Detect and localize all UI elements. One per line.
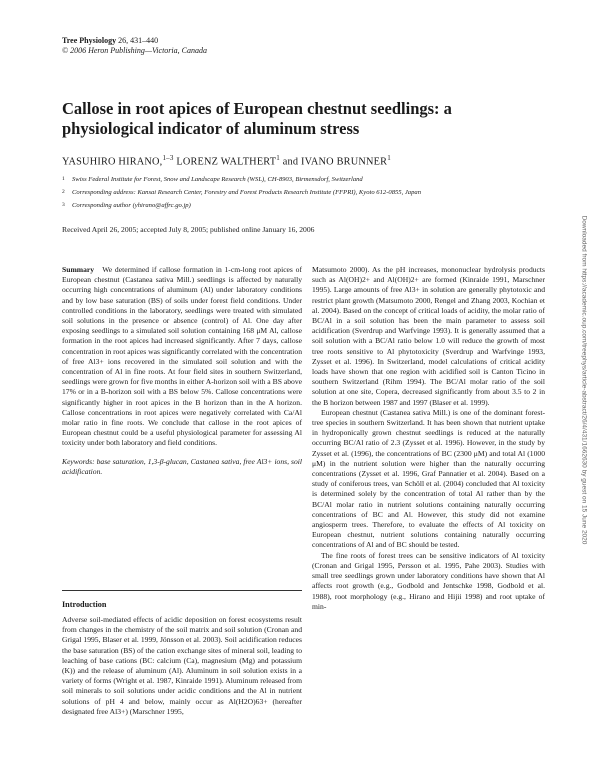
- affiliation-text: Swiss Federal Institute for Forest, Snow and Landscape Research (WSL), CH-8903, Birmensdorf, Switzerland: [72, 176, 363, 183]
- download-watermark: Downloaded from https://academic.oup.com/treephys/article-abstract/26/4/431/1662630 by guest on 15 June 2020: [580, 215, 588, 545]
- journal-header: [62, 36, 207, 56]
- right-paragraph-2: European chestnut (Castanea sativa Mill.) is one of the dominant forest-tree species in southern Switzerland. It has been shown that nutrient uptake in hydroponically grown chestnut seedlings is reduced at the naturally occurring BC/Al ratio of 2.3 (Zysset et al. 1996). However, in the study by Zysset et al. (1996), the concentrations of BC (2300 μM) and total Al (1000 μM) in the nutrient solution were higher than the naturally occurring concentrations (Zysset et al. 1996, Graf Pannatier et al. 2004). Based on a study of coniferous trees, van Schöll et al. (2004) concluded that Al toxicity is determined solely by the concentration of total Al rather than by the BC/Al molar ratio in nutrient solutions containing naturally occurring concentrations of BC and Al. However, this study did not examine angiosperm trees. Therefore, to evaluate the effects of Al toxicity on European chestnut, nutrient solutions containing naturally occurring concentrations of Al and of BC should be tested.: [312, 407, 545, 550]
- article-title: Callose in root apices of European chestnut seedlings: a physiological indicator of aluminum stress: [62, 99, 452, 138]
- introduction-block: [62, 615, 302, 717]
- summary-text: We determined if callose formation in 1-cm-long root apices of European chestnut (Castanea sativa Mill.) seedlings is affected by naturally occurring high concentrations of aluminum (Al) under laboratory conditions and by low base saturation (BS) of soils under forest field conditions. Under controlled conditions in the laboratory, seedlings were treated with simulated soil solutions in the presence or absence (control) of Al. One day after exposing seedlings to a simulated soil solution containing 168 μM Al, callose formation in the root apices had increased significantly. After 7 days, callose concentration in root apices was significantly correlated with the concentration of free Al3+ ions recovered in the simulated soil solution and with the concentration of Al in fine roots. At four field sites in southern Switzerland, seedlings were grown for five months in either A-horizon soil with a BS above 17% or in a B-horizon soil with a BS below 5%. Callose concentrations were significantly higher in root apices in the B horizon than in the A horizon. Callose concentrations in root apices were negatively correlated with Ca/Al molar ratio in fine roots. We conclude that callose in the root apices of European chestnut could be a useful physiological parameter for assessing Al toxicity under both laboratory and field conditions.: [62, 265, 302, 448]
- copyright-line: © 2006 Heron Publishing—Victoria, Canada: [62, 46, 207, 55]
- introduction-heading: Introduction: [62, 600, 107, 609]
- right-paragraph-1: Matsumoto 2000). As the pH increases, mononuclear hydrolysis products such as Al(OH)2+ and Al(OH)2+ are formed (Kinraide 1991, Marschner 1995). Large amounts of free Al3+ in solution are generally phytotoxic and restrict plant growth (Matsumoto 2000, Rengel and Zhang 2003, Kochian et al. 2004). Based on the concept of critical loads of acidity, the molar ratio of BC/Al in a soil solution has been the main parameter to assess soil acidification (Sverdrup and Warfvinge 1993). It is generally assumed that a soil solution with a BC/Al ratio below 1.0 will reduce the growth of most tree roots sensitive to Al phytotoxicity (Sverdrup and Warfvinge 1993, Zysset et al. 1996). In Switzerland, model calculations of critical acidity loads have shown that one region with acidified soil is Canton Ticino in southern Switzerland (Rihm 1994). The BC/Al molar ratio of the soil solution at one site, Copera, decreased significantly from about 3.5 to 2 in the B horizon between 1987 and 1997 (Blaser et al. 1999).: [312, 265, 545, 407]
- author-walthert-affil: 1: [276, 154, 280, 162]
- affiliation-item: [62, 189, 532, 197]
- introduction-text: Adverse soil-mediated effects of acidic deposition on forest ecosystems result from changes in the chemistry of the soil matrix and soil solution (Cronan and Grigal 1995, Blaser et al. 1999, Jönsson et al. 2003). Soil acidification reduces the base saturation (BS) of the cation exchange sites of mineral soil, leading to leaching of base cations (BC: calcium (Ca), magnesium (Mg) and potassium (K)) and the release of aluminum (Al). Aluminum in soil solution exists in a variety of forms (Wright et al. 1987, Kinraide 1991). Aluminum released from soil minerals to soil solutions under acidic conditions and the Al in nutrient solutions of pH 4 and below, mainly occur as Al(H2O)63+ (hereafter designated free Al3+) (Marschner 1995,: [62, 615, 302, 716]
- affiliation-text: Corresponding author (yhirano@affrc.go.jp): [72, 202, 191, 209]
- affiliation-text: Corresponding address: Kansai Research Center, Forestry and Forest Products Research Institute (FFPRI), Kyoto 612-0855, Japan: [72, 189, 421, 196]
- affiliation-number: 1: [62, 176, 65, 182]
- affiliations: [62, 176, 532, 215]
- author-hirano: YASUHIRO HIRANO,: [62, 156, 163, 168]
- journal-citation: 26, 431–440: [118, 36, 159, 45]
- right-paragraph-3: The fine roots of forest trees can be sensitive indicators of Al toxicity (Cronan and Grigal 1995, Persson et al. 1995, Pahe 2003). Studies with small tree seedlings grown under laboratory conditions have shown that Al affects root growth (e.g., Godbold and Jentschke 1998, Godbold et al. 1988), root morphology (e.g., Hirano and Hijii 1998) and root uptake of min-: [312, 550, 545, 611]
- journal-name: Tree Physiology: [62, 36, 117, 45]
- affiliation-item: [62, 176, 532, 184]
- right-column: [312, 265, 545, 612]
- section-divider: [62, 590, 302, 591]
- author-hirano-affil: 1–3: [162, 154, 174, 162]
- affiliation-item: [62, 202, 532, 210]
- affiliation-number: 3: [62, 202, 65, 208]
- summary-paragraph: [62, 265, 302, 449]
- author-brunner: and IVANO BRUNNER: [279, 156, 388, 168]
- affiliation-number: 2: [62, 189, 65, 195]
- author-list: [62, 154, 391, 167]
- summary-block: [62, 265, 302, 477]
- author-brunner-affil: 1: [387, 154, 391, 162]
- summary-heading: Summary: [62, 265, 95, 274]
- author-walthert: LORENZ WALTHERT: [173, 156, 277, 168]
- keywords: Keywords: base saturation, 1,3-β-glucan, Castanea sativa, free Al3+ ions, soil acidification.: [62, 456, 302, 476]
- received-dates: Received April 26, 2005; accepted July 8, 2005; published online January 16, 2006: [62, 225, 315, 234]
